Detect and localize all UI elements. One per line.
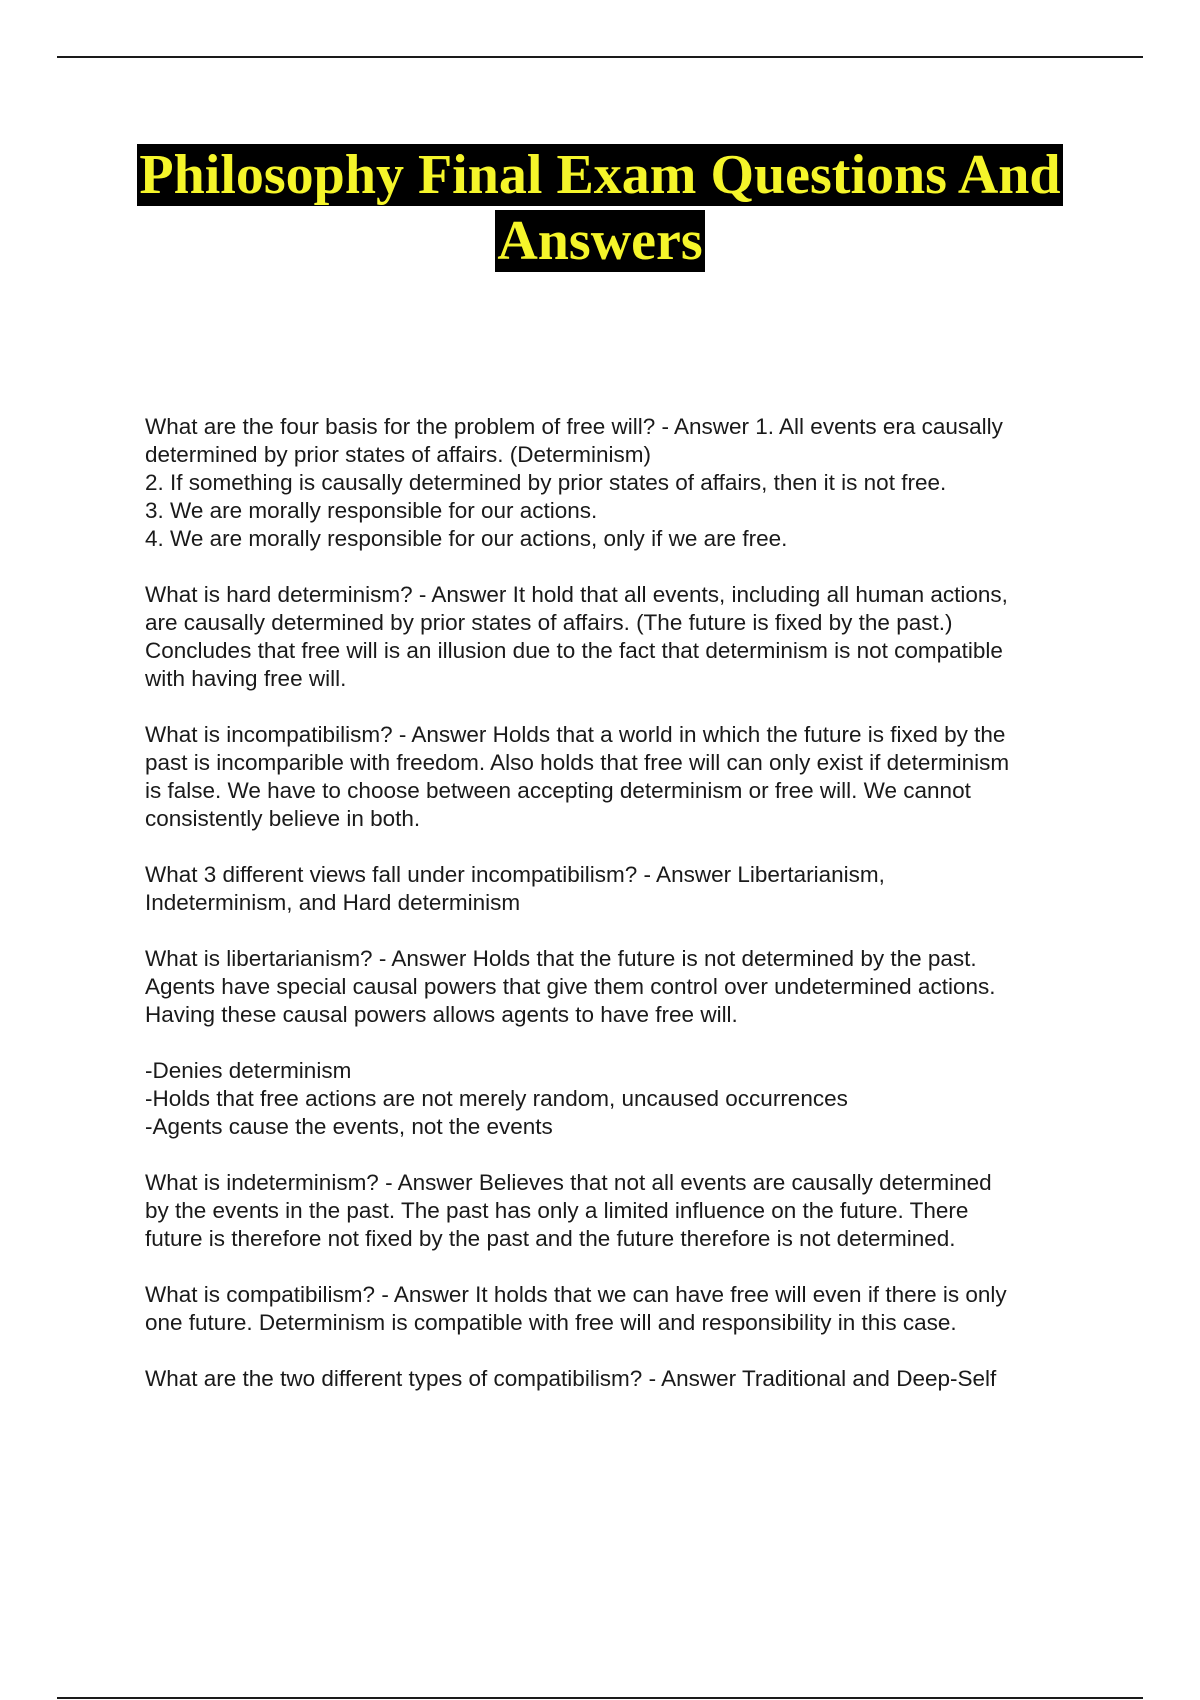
- text-line: What is indeterminism? - Answer Believes that not all events are causally determined: [145, 1170, 992, 1195]
- page-title-line-2: Answers: [497, 210, 703, 272]
- bottom-rule: [57, 1697, 1143, 1699]
- list-item: -Agents cause the events, not the events: [145, 1114, 553, 1139]
- qa-block-libertarianism: [145, 945, 1080, 1029]
- text-line: What 3 different views fall under incompatibilism? - Answer Libertarianism,: [145, 862, 885, 887]
- text-line: What are the four basis for the problem of free will? - Answer 1. All events era causally: [145, 414, 1003, 439]
- top-rule: [57, 56, 1143, 58]
- qa-block-incompatibilism-views: [145, 861, 1080, 917]
- text-line: What is compatibilism? - Answer It holds that we can have free will even if there is only: [145, 1282, 1007, 1307]
- text-line: What are the two different types of compatibilism? - Answer Traditional and Deep-Self: [145, 1366, 997, 1391]
- qa-block-hard-determinism: [145, 581, 1080, 693]
- qa-block-free-will-basis: [145, 413, 1080, 553]
- text-line: Concludes that free will is an illusion due to the fact that determinism is not compatible: [145, 638, 1003, 663]
- text-line: determined by prior states of affairs. (Determinism): [145, 442, 652, 467]
- qa-block-indeterminism: [145, 1169, 1080, 1253]
- libertarianism-points-list: [145, 1057, 1080, 1141]
- text-line: What is libertarianism? - Answer Holds that the future is not determined by the past.: [145, 946, 977, 971]
- text-line: consistently believe in both.: [145, 806, 421, 831]
- page-title: [0, 142, 1200, 274]
- qa-block-incompatibilism: [145, 721, 1080, 833]
- text-line: is false. We have to choose between accepting determinism or free will. We cannot: [145, 778, 971, 803]
- text-line: are causally determined by prior states of affairs. (The future is fixed by the past.): [145, 610, 953, 635]
- text-line: Having these causal powers allows agents to have free will.: [145, 1002, 738, 1027]
- text-line: 3. We are morally responsible for our actions.: [145, 498, 598, 523]
- text-line: past is incomparible with freedom. Also holds that free will can only exist if determinism: [145, 750, 1010, 775]
- text-line: future is therefore not fixed by the past and the future therefore is not determined.: [145, 1226, 956, 1251]
- document-body: [145, 413, 1080, 1421]
- page-title-line-1: Philosophy Final Exam Questions And: [139, 144, 1061, 206]
- text-line: 2. If something is causally determined by prior states of affairs, then it is not free.: [145, 470, 947, 495]
- text-line: What is hard determinism? - Answer It hold that all events, including all human actions,: [145, 582, 1008, 607]
- text-line: Agents have special causal powers that give them control over undetermined actions.: [145, 974, 996, 999]
- text-line: with having free will.: [145, 666, 347, 691]
- text-line: Indeterminism, and Hard determinism: [145, 890, 521, 915]
- list-item: -Denies determinism: [145, 1058, 352, 1083]
- qa-block-compatibilism-types: [145, 1365, 1080, 1393]
- text-line: one future. Determinism is compatible with free will and responsibility in this case.: [145, 1310, 957, 1335]
- list-item: -Holds that free actions are not merely random, uncaused occurrences: [145, 1086, 848, 1111]
- qa-block-compatibilism: [145, 1281, 1080, 1337]
- text-line: 4. We are morally responsible for our actions, only if we are free.: [145, 526, 788, 551]
- text-line: What is incompatibilism? - Answer Holds that a world in which the future is fixed by the: [145, 722, 1006, 747]
- text-line: by the events in the past. The past has only a limited influence on the future. There: [145, 1198, 969, 1223]
